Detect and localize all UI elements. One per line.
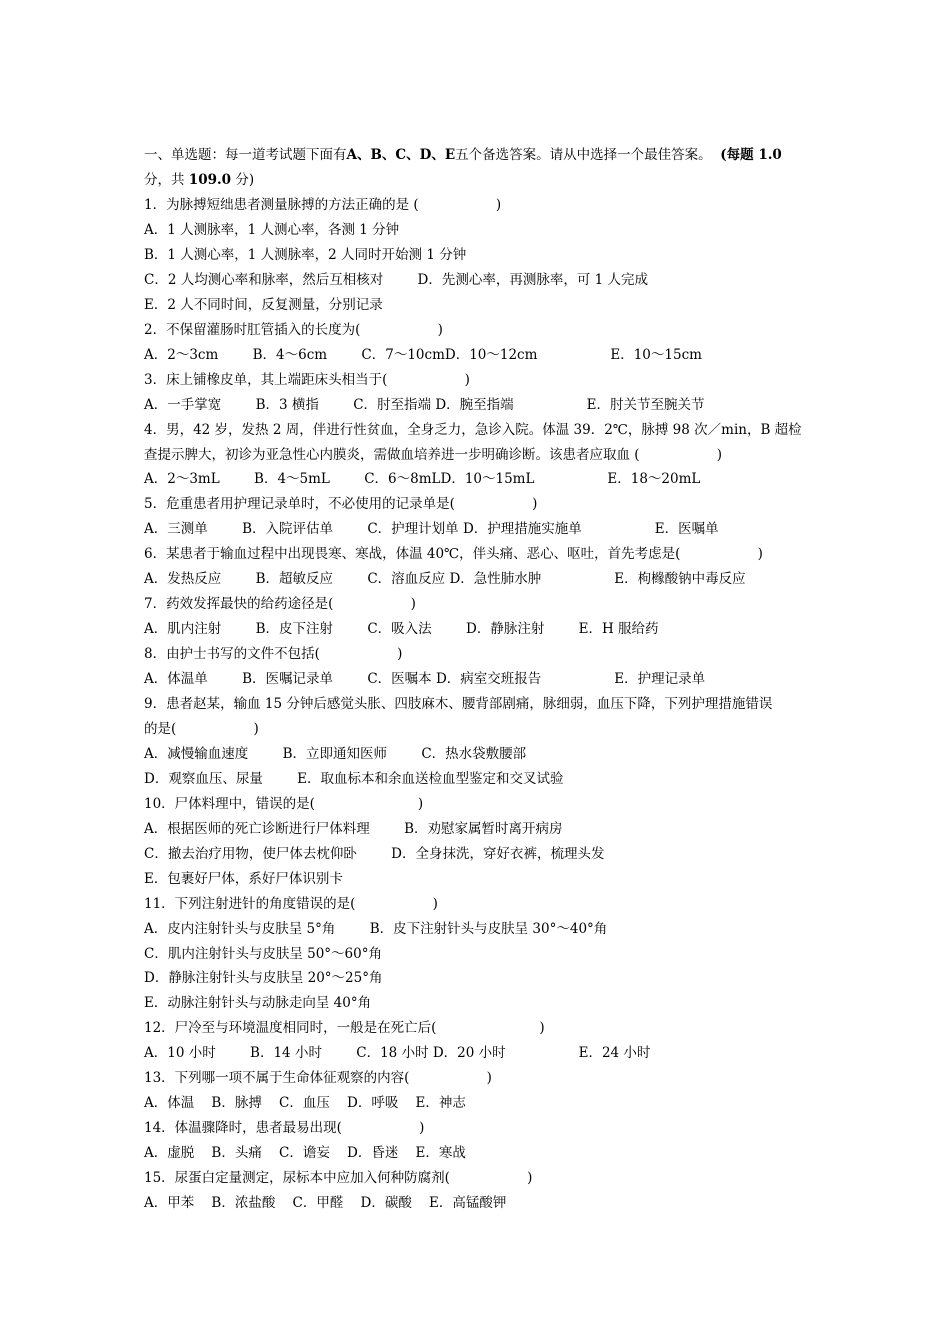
answer-options-line: A．2～3cm B．4～6cm C．7～10cmD．10～12cm E．10～15cm	[144, 346, 702, 363]
question-line: 12．尸冷至与环境温度相同时，一般是在死亡后( )	[144, 1020, 545, 1037]
question-line: 15．尿蛋白定量测定，尿标本中应加入何种防腐剂( )	[144, 1170, 533, 1187]
question-line: 1．为脉搏短绌患者测量脉搏的方法正确的是 ( )	[144, 197, 502, 213]
answer-options-line: A．体温单 B．医嘱记录单 C．医嘱本 D．病室交班报告 E．护理记录单	[144, 671, 706, 688]
answer-options-line: A．发热反应 B．超敏反应 C．溶血反应 D．急性肺水肿 E．枸橼酸钠中毒反应	[144, 571, 746, 588]
question-line: 11．下列注射进针的角度错误的是( )	[144, 895, 438, 912]
question-line: 6．某患者于输血过程中出现畏寒、寒战，体温 40℃，伴头痛、恶心、呕吐，首先考虑是( )	[144, 546, 763, 563]
question-line: 3．床上铺橡皮单，其上端距床头相当于( )	[144, 371, 470, 388]
header-option-letters: A、B、C、D、E	[346, 147, 456, 163]
question-line: 查提示脾大，初诊为亚急性心内膜炎，需做血培养进一步明确诊断。该患者应取血 ( )	[144, 446, 723, 463]
answer-options-line: A．肌内注射 B．皮下注射 C．吸入法 D．静脉注射 E．H 服给药	[144, 621, 659, 638]
section-header-line-1	[144, 146, 782, 164]
question-line: 14．体温骤降时，患者最易出现( )	[144, 1120, 425, 1137]
answer-options-line: A．10 小时 B．14 小时 C．18 小时 D．20 小时 E．24 小时	[144, 1045, 651, 1062]
answer-options-line: A．皮内注射针头与皮肤呈 5°角 B．皮下注射针头与皮肤呈 30°～40°角	[144, 920, 608, 937]
answer-options-line: A．虚脱 B．头痛 C．谵妄 D．昏迷 E．寒战	[144, 1145, 466, 1162]
answer-options-line: A．甲苯 B．浓盐酸 C．甲醛 D．碳酸 E．高锰酸钾	[144, 1195, 507, 1211]
answer-options-line: C．2 人均测心率和脉率，然后互相核对 D．先测心率，再测脉率，可 1 人完成	[144, 271, 649, 288]
answer-options-line: B．1 人测心率，1 人测脉率，2 人同时开始测 1 分钟	[144, 246, 467, 263]
section-header-line-2: 分，共 109.0 分)	[144, 172, 255, 188]
answer-options-line: D．观察血压、尿量 E．取血标本和余血送检血型鉴定和交叉试验	[144, 770, 564, 787]
question-line: 5．危重患者用护理记录单时，不必使用的记录单是( )	[144, 496, 538, 513]
question-line: 9．患者赵某，输血 15 分钟后感觉头胀、四肢麻木、腰背部剧痛，脉细弱，血压下降，下列护理措施错误	[144, 696, 773, 712]
answer-options-line: E．包裹好尸体，系好尸体识别卡	[144, 870, 343, 887]
answer-options-line: A．根据医师的死亡诊断进行尸体料理 B．劝慰家属暂时离开病房	[144, 820, 563, 837]
answer-options-line: A．三测单 B．入院评估单 C．护理计划单 D．护理措施实施单 E．医嘱单	[144, 521, 719, 538]
answer-options-line: E．2 人不同时间，反复测量，分别记录	[144, 296, 383, 313]
question-line: 7．药效发挥最快的给药途径是( )	[144, 596, 416, 613]
question-line: 2．不保留灌肠时肛管插入的长度为( )	[144, 321, 443, 338]
question-line: 4．男，42 岁，发热 2 周，伴进行性贫血，全身乏力，急诊入院。体温 39．2℃，脉搏 98 次／min，B 超检	[144, 421, 802, 438]
answer-options-line: A．体温 B．脉搏 C．血压 D．呼吸 E．神志	[144, 1095, 466, 1112]
question-line: 8．由护士书写的文件不包括( )	[144, 646, 403, 663]
question-line: 13．下列哪一项不属于生命体征观察的内容( )	[144, 1070, 492, 1087]
header-text-2: 五个备选答案。请从中选择一个最佳答案。	[455, 147, 712, 163]
answer-options-line: A．2～3mL B．4～5mL C．6～8mLD．10～15mL E．18～20mL	[144, 471, 701, 488]
answer-options-line: C．撤去治疗用物，使尸体去枕仰卧 D．全身抹洗，穿好衣裤，梳理头发	[144, 845, 605, 862]
answer-options-line: D．静脉注射针头与皮肤呈 20°～25°角	[144, 970, 383, 987]
question-line: 10．尸体料理中，错误的是( )	[144, 795, 424, 812]
answer-options-line: E．动脉注射针头与动脉走向呈 40°角	[144, 995, 372, 1012]
answer-options-line: A．1 人测脉率，1 人测心率，各测 1 分钟	[144, 221, 400, 238]
answer-options-line: A．减慢输血速度 B．立即通知医师 C．热水袋敷腰部	[144, 745, 527, 762]
question-line: 的是( )	[144, 720, 259, 737]
answer-options-line: A．一手掌宽 B．3 横指 C．肘至指端 D．腕至指端 E．肘关节至腕关节	[144, 396, 705, 413]
answer-options-line: C．肌内注射针头与皮肤呈 50°～60°角	[144, 945, 382, 962]
header-score: (每题 1.0	[720, 147, 782, 163]
header-text: 一、单选题：每一道考试题下面有	[144, 147, 347, 163]
